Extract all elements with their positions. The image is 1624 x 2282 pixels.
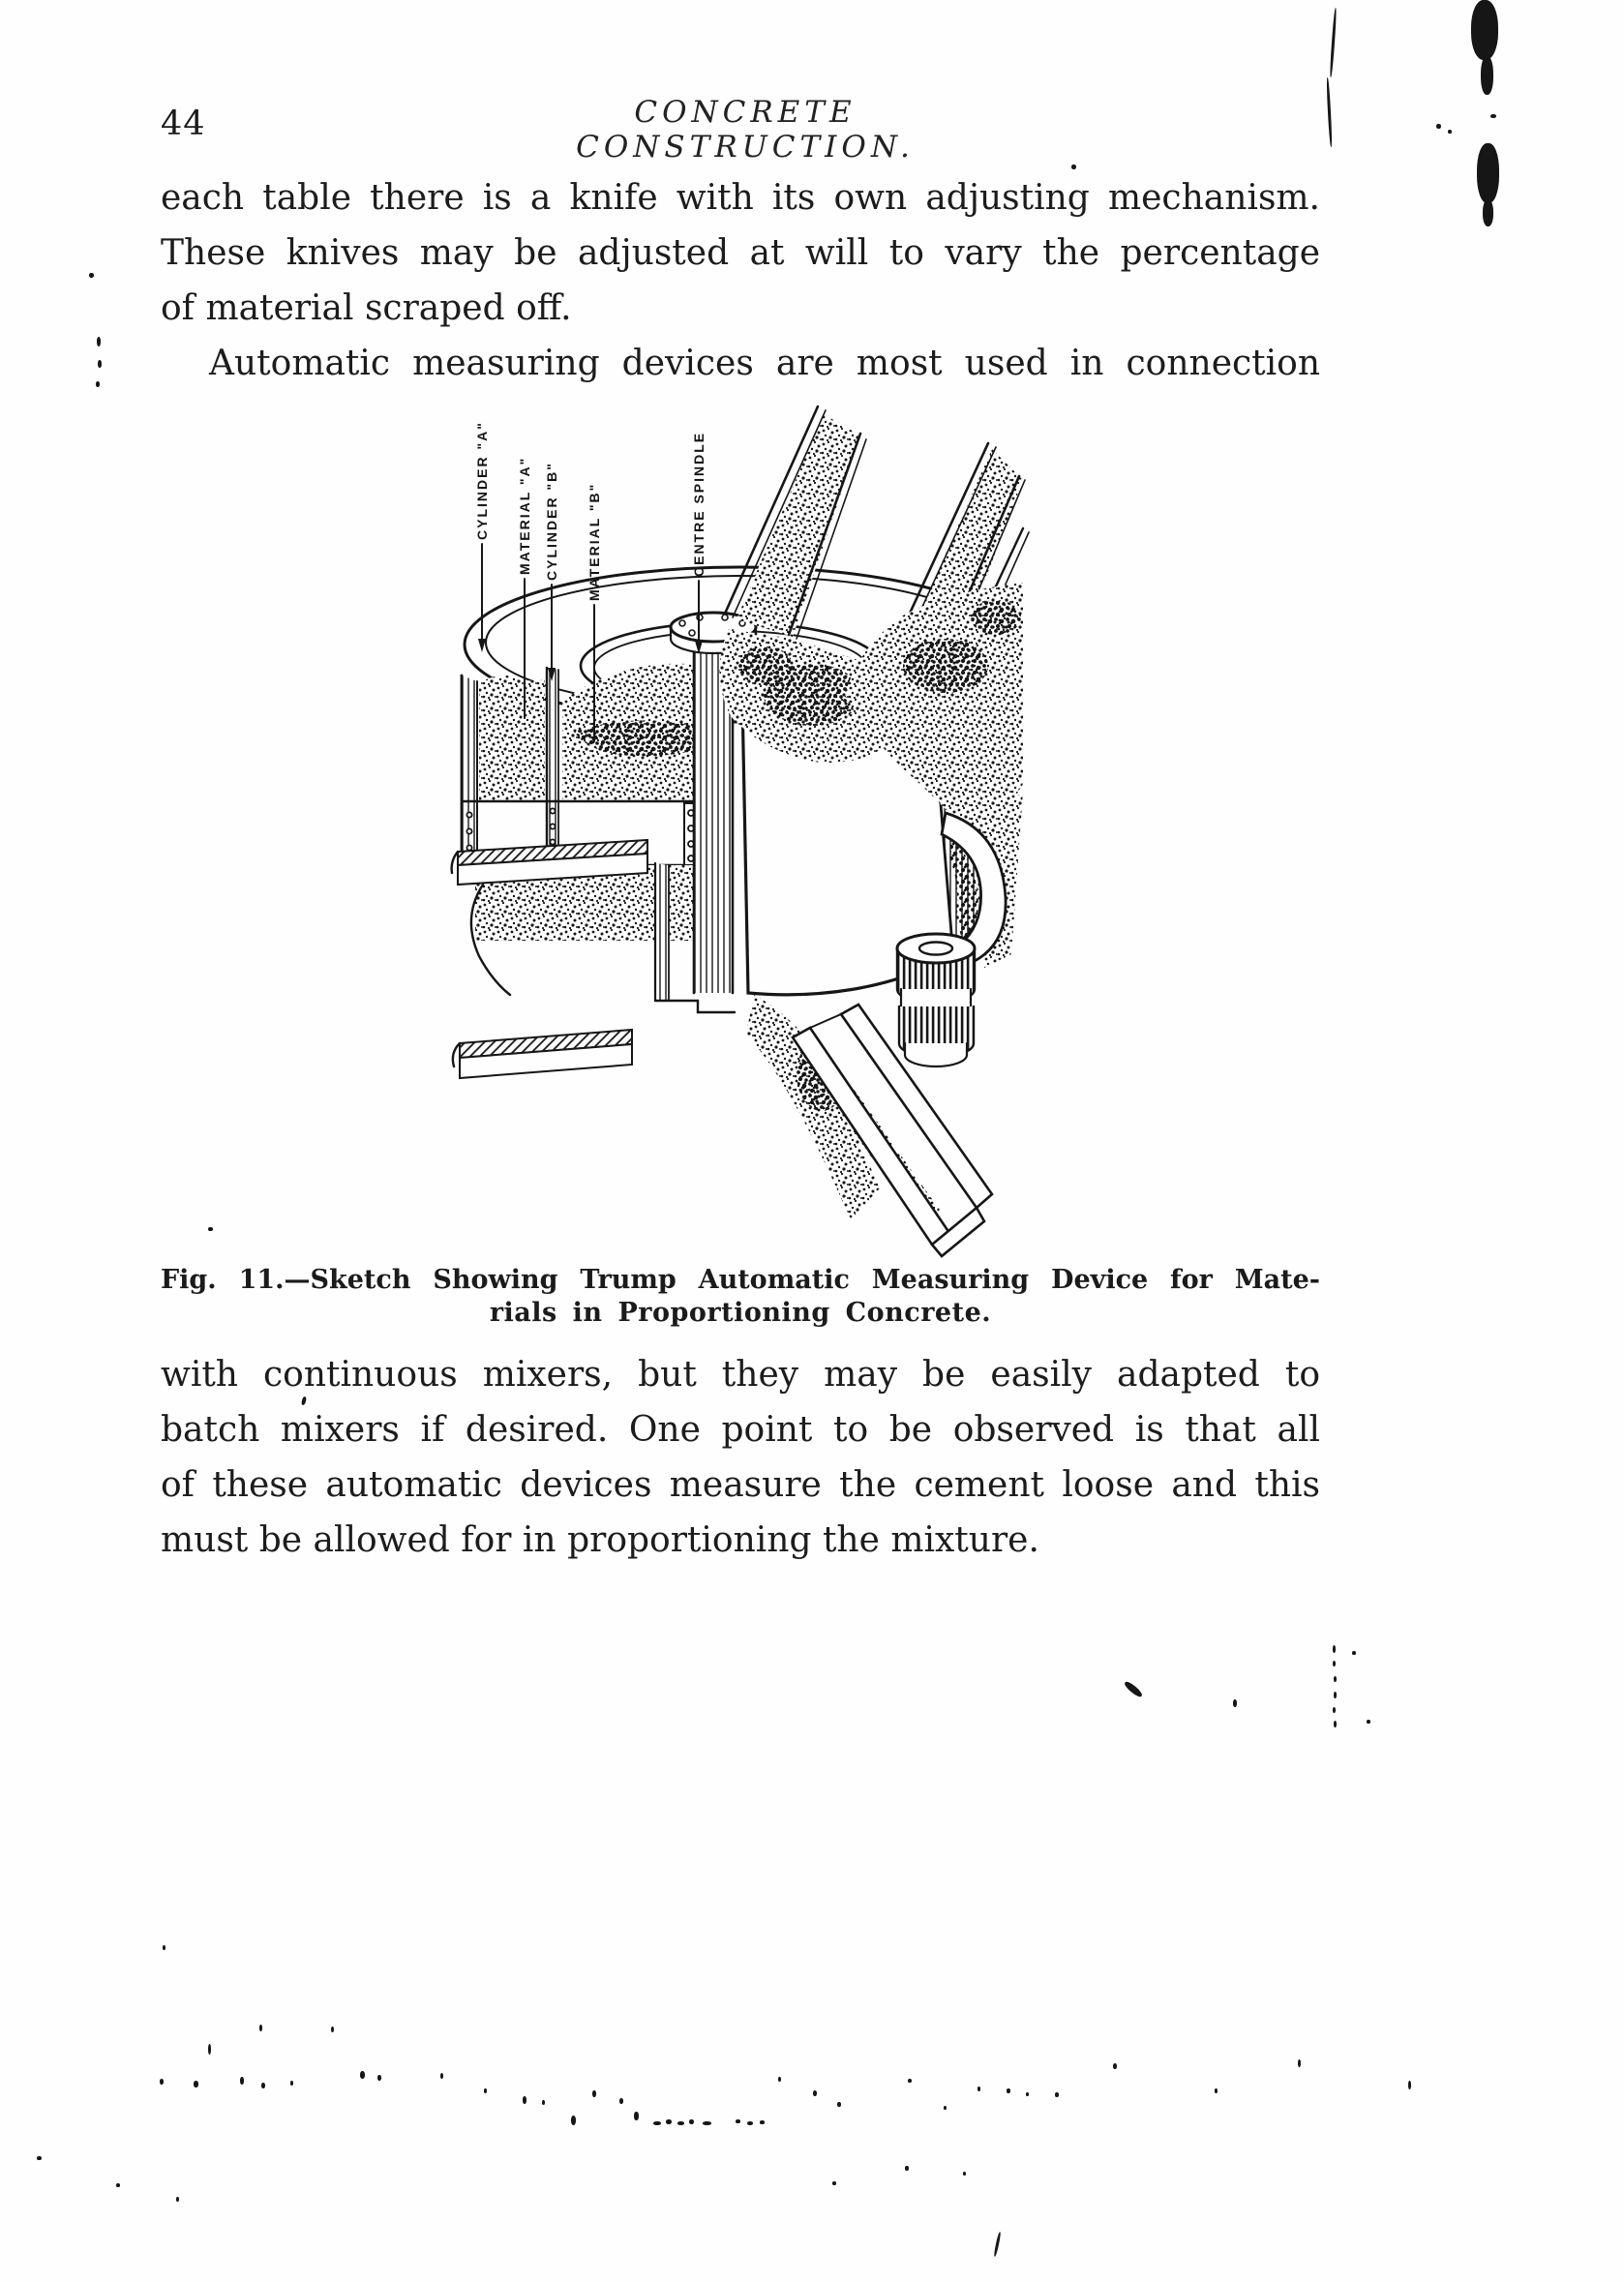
scan-speck xyxy=(1481,56,1493,95)
scan-speck xyxy=(977,2087,980,2091)
scan-speck xyxy=(360,2071,365,2079)
scan-speck xyxy=(194,2081,198,2087)
scan-speck xyxy=(1436,124,1441,129)
page-number: 44 xyxy=(161,105,206,143)
scan-speck xyxy=(689,2119,694,2124)
scan-speck xyxy=(1334,1721,1337,1727)
scan-speck xyxy=(96,381,100,387)
scan-speck xyxy=(523,2096,526,2104)
scan-speck xyxy=(176,2197,179,2202)
scan-speck xyxy=(1334,1676,1337,1682)
scan-speck xyxy=(261,2083,265,2088)
scan-speck xyxy=(259,2025,262,2031)
scan-speck xyxy=(1333,1661,1336,1666)
scan-speck xyxy=(37,2156,42,2160)
scan-speck xyxy=(542,2100,545,2105)
scan-speck xyxy=(677,2121,684,2125)
paragraph-line: batch mixers if desired. One point to be observed is that all xyxy=(161,1410,1320,1450)
scan-speck xyxy=(1490,114,1496,118)
scan-speck xyxy=(813,2090,817,2096)
scan-speck xyxy=(1471,0,1498,60)
scan-speck xyxy=(440,2073,443,2079)
scan-speck xyxy=(908,2079,912,2083)
scan-speck xyxy=(1333,1707,1336,1713)
scan-speck xyxy=(1071,165,1076,169)
scan-speck xyxy=(778,2077,781,2082)
scan-speck xyxy=(944,2106,947,2110)
scan-speck xyxy=(301,1396,307,1406)
scan-speck xyxy=(1298,2059,1301,2067)
scan-speck xyxy=(1448,130,1452,134)
scan-speck xyxy=(97,337,101,346)
label-cylinder-b: CYLINDER "B" xyxy=(544,462,559,581)
label-cylinder-a: CYLINDER "A" xyxy=(474,421,490,540)
scan-speck xyxy=(1408,2081,1411,2089)
scan-speck xyxy=(747,2121,753,2125)
caption-line: rials in Proportioning Concrete. xyxy=(489,1298,992,1328)
scan-speck xyxy=(1113,2063,1117,2069)
scan-speck xyxy=(208,1227,213,1231)
scan-speck xyxy=(1334,1692,1337,1698)
scan-speck xyxy=(592,2090,596,2097)
scan-speck xyxy=(1329,8,1337,77)
scan-speck xyxy=(837,2102,841,2107)
scan-speck xyxy=(1477,143,1499,203)
scan-speck xyxy=(1483,199,1493,226)
scan-speck xyxy=(634,2112,639,2120)
label-centre-spindle: CENTRE SPINDLE xyxy=(691,431,707,577)
scan-speck xyxy=(571,2116,576,2125)
scan-speck xyxy=(905,2166,909,2171)
scan-speck xyxy=(116,2183,120,2187)
label-material-a: MATERIAL "A" xyxy=(517,456,532,575)
scan-speck xyxy=(1123,1680,1143,1699)
scan-speck xyxy=(1367,1720,1370,1724)
scan-speck xyxy=(832,2181,836,2185)
running-header: CONCRETE CONSTRUCTION. xyxy=(576,95,915,165)
scan-speck xyxy=(160,2079,164,2085)
scan-speck xyxy=(89,273,94,278)
scan-speck xyxy=(208,2044,211,2055)
scan-speck xyxy=(331,2027,334,2032)
paragraph-line: Automatic measuring devices are most used in connection xyxy=(209,344,1320,383)
paragraph-line: must be allowed for in proportioning the mixture. xyxy=(161,1520,1039,1560)
scan-speck xyxy=(1326,77,1333,147)
scan-speck xyxy=(1215,2088,1218,2093)
scan-speck xyxy=(1233,1699,1237,1707)
scan-speck xyxy=(1352,1651,1356,1655)
scan-speck xyxy=(963,2172,966,2176)
scan-speck xyxy=(377,2075,381,2081)
scan-speck xyxy=(1055,2092,1059,2097)
paragraph-line: with continuous mixers, but they may be easily adapted to xyxy=(161,1355,1320,1395)
scan-speck xyxy=(653,2121,661,2125)
scan-speck xyxy=(666,2119,672,2124)
paragraph-line: These knives may be adjusted at will to vary the percentage xyxy=(161,233,1320,273)
scan-speck xyxy=(163,1945,165,1950)
scan-speck xyxy=(619,2098,623,2104)
label-material-b: MATERIAL "B" xyxy=(586,482,602,601)
scan-speck xyxy=(993,2232,1001,2257)
paragraph-line: of these automatic devices measure the cement loose and this xyxy=(161,1465,1320,1505)
scan-speck xyxy=(240,2077,244,2085)
scan-speck xyxy=(703,2121,711,2125)
scan-speck xyxy=(484,2088,487,2093)
scan-speck xyxy=(1007,2088,1010,2093)
scan-speck xyxy=(1333,1645,1336,1653)
scan-speck xyxy=(290,2081,293,2086)
paragraph-line: of material scraped off. xyxy=(161,288,572,328)
scan-speck xyxy=(760,2120,765,2124)
scan-speck xyxy=(98,360,102,368)
caption-line: Fig. 11.—Sketch Showing Trump Automatic Measuring Device for Mate- xyxy=(161,1265,1320,1295)
paragraph-line: each table there is a knife with its own adjusting mechanism. xyxy=(161,178,1320,218)
scan-speck xyxy=(1026,2092,1029,2096)
scan-speck xyxy=(736,2119,740,2123)
